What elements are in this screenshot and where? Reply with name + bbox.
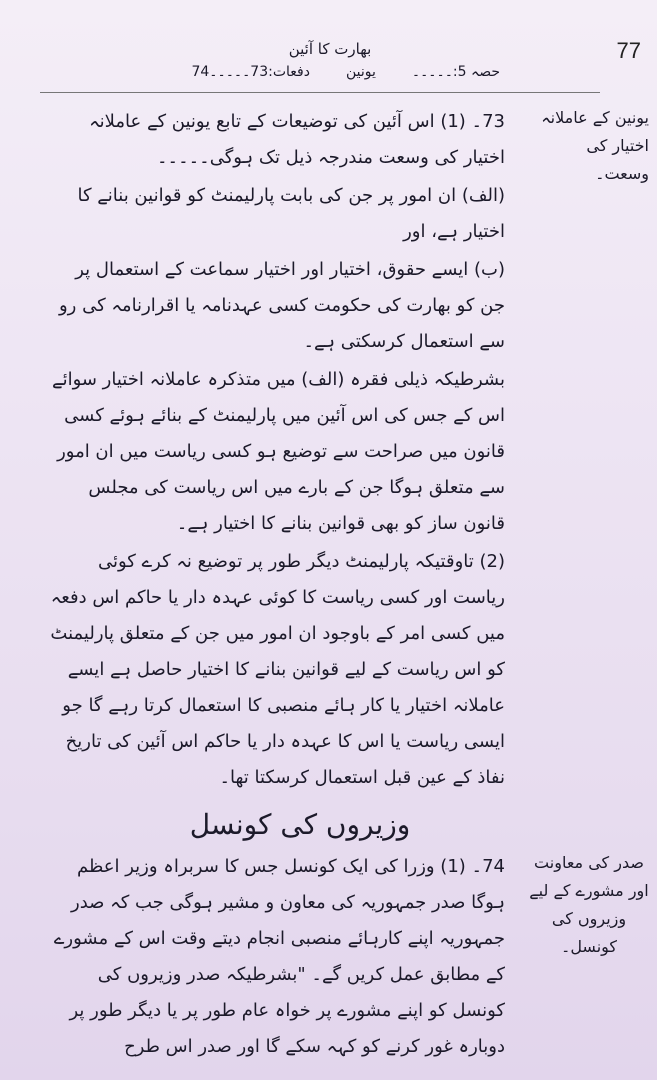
page-number: 77 [616, 38, 641, 63]
margin-note-article-73: یونین کے عاملانہ اختیار کی وسعت۔ [541, 108, 649, 183]
article-73-proviso: بشرطیکہ ذیلی فقرہ (الف) میں متذکرہ عاملانہ اختیار سوائے اس کے جس کی اس آئین میں پارلیمنٹ کے بنائے ہوئے کسی قانون میں صراحت سے توضیع ہو کسی ریاست میں ان امور سے متعلق ہوگا جن کے بارے میں اس ریاست کی مجلس قانون ساز کو بھی قوانین بنانے کا اختیار ہے۔ [52, 369, 505, 534]
margin-note-article-74: صدر کی معاونت اور مشورے کے لیے وزیروں کی کونسل۔ [529, 853, 649, 956]
header-line [180, 64, 500, 80]
header-divider [40, 92, 600, 93]
article-74-clause-1: 74۔ (1) وزرا کی ایک کونسل جس کا سربراہ وزیر اعظم ہوگا صدر جمہوریہ کی معاون و مشیر ہوگی جب کہ صدر جمہوریہ اپنے کارہائے منصبی انجام دیتے وقت اس کے مشورے کے مطابق عمل کریں گے۔ "بشرطیکہ صدر وزیروں کی کونسل کو اپنے مشورے پر خواہ عام طور پر یا دیگر طور پر دوبارہ غور کرنے کو کہہ سکے گا اور صدر اس طرح [53, 856, 505, 1057]
running-title: بھارت کا آئین [288, 40, 372, 58]
header-part: حصہ 5:۔۔۔۔۔ [411, 64, 500, 80]
article-73-subclause-b: (ب) ایسے حقوق، اختیار اور اختیار سماعت کے استعمال پر جن کو بھارت کی حکومت کسی عہدنامہ یا اقرارنامہ کی رو سے استعمال کرسکتی ہے۔ [58, 259, 505, 352]
article-73-subclause-a: (الف) ان امور پر جن کی بابت پارلیمنٹ کو قوانین بنانے کا اختیار ہے، اور [77, 185, 505, 242]
header-part-subject: یونین [345, 64, 376, 80]
header-articles: دفعات:73۔۔۔۔۔74 [191, 64, 310, 80]
article-73-clause-2: (2) تاوقتیکہ پارلیمنٹ دیگر طور پر توضیع نہ کرے کوئی ریاست اور کسی ریاست کا کوئی عہدہ دار یا حاکم اس دفعہ میں کسی امر کے باوجود ان امور میں جن کے متعلق پارلیمنٹ کو اس ریاست کے لیے قوانین بنانے کا اختیار حاصل ہے ایسے عاملانہ اختیار یا کار ہائے منصبی کا استعمال کرتا رہے گا جو ایسی ریاست یا اس کا عہدہ دار یا حاکم اس آئین کی تاریخ نفاذ کے عین قبل استعمال کرسکتا تھا۔ [50, 551, 505, 788]
section-heading-council-of-ministers: وزیروں کی کونسل [189, 808, 411, 841]
article-73-clause-1: 73۔ (1) اس آئین کی توضیعات کے تابع یونین کے عاملانہ اختیار کی وسعت مندرجہ ذیل تک ہوگی۔۔۔۔۔ [89, 111, 505, 168]
